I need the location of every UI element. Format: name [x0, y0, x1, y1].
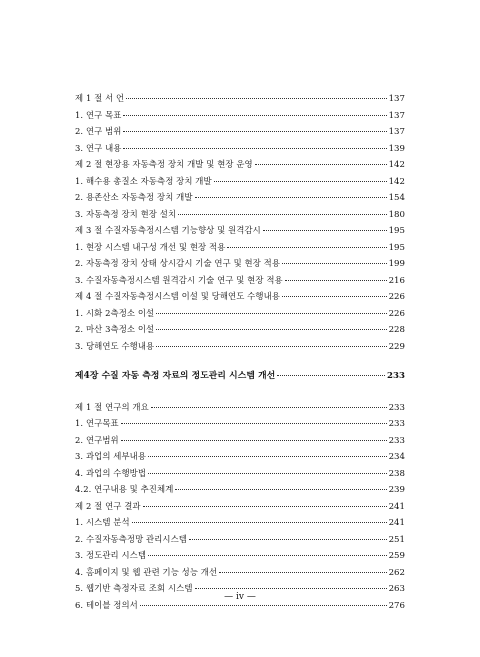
toc-row-label: 1. 연구 목표: [75, 109, 122, 120]
toc-leader-dots: [123, 131, 386, 132]
toc-leader-dots: [255, 164, 387, 165]
toc-row[interactable]: [75, 140, 405, 157]
toc-leader-dots: [156, 313, 386, 314]
toc-row-label: 제 2 절 연구 결과: [75, 500, 141, 511]
toc-leader-dots: [178, 214, 386, 215]
toc-row-page: 234: [388, 452, 405, 462]
toc-row[interactable]: [75, 547, 405, 564]
toc-row-label: 4. 홈페이지 및 웹 관련 기능 성능 개선: [75, 566, 218, 577]
toc-row-page: 137: [388, 127, 405, 137]
toc-spacer: [75, 354, 405, 368]
toc-leader-dots: [123, 148, 386, 149]
toc-leader-dots: [175, 489, 386, 490]
toc-row-page: 139: [388, 143, 405, 154]
toc-row-label: 2. 연구범위: [75, 434, 119, 445]
toc-row[interactable]: [75, 288, 405, 305]
toc-row-page: 233: [388, 402, 405, 413]
toc-leader-dots: [282, 263, 387, 264]
toc-row-page: 229: [388, 341, 405, 352]
toc-leader-dots: [121, 423, 387, 424]
toc-leader-dots: [189, 539, 387, 540]
table-of-contents: [75, 90, 405, 613]
toc-row[interactable]: [75, 498, 405, 515]
toc-row-label: 3. 과업의 세부내용: [75, 451, 147, 461]
toc-leader-dots: [121, 440, 387, 441]
toc-row[interactable]: [75, 399, 405, 416]
toc-row-page: 233: [388, 419, 405, 429]
toc-row-page: 251: [388, 534, 405, 545]
toc-leader-dots: [277, 375, 385, 376]
toc-row-page: 154: [388, 193, 405, 203]
toc-row-label: 1. 연구목표: [75, 418, 119, 428]
toc-row[interactable]: [75, 514, 405, 531]
toc-row[interactable]: [75, 305, 405, 322]
toc-row-page: 137: [388, 94, 405, 104]
toc-row[interactable]: [75, 173, 405, 190]
toc-row-page: 263: [388, 584, 405, 594]
toc-row-label: 4. 과업의 수행방법: [75, 467, 147, 478]
toc-leader-dots: [143, 506, 387, 507]
toc-row[interactable]: [75, 255, 405, 272]
toc-row-page: 233: [388, 435, 405, 446]
toc-row-page: 137: [388, 110, 405, 121]
toc-row[interactable]: [75, 321, 405, 338]
toc-row-label: 5. 웹기반 측정자료 조회 시스템: [75, 583, 193, 593]
toc-row-label: 제 3 절 수질자동측정시스템 기능향상 및 원격감시: [75, 225, 261, 235]
toc-row[interactable]: [75, 481, 405, 498]
toc-row[interactable]: [75, 338, 405, 355]
toc-row-label: 3. 자동측정 장치 현장 설치: [75, 208, 177, 219]
toc-row-label: 2. 연구 범위: [75, 126, 122, 136]
toc-row-page: 142: [388, 176, 405, 187]
toc-chapter-row[interactable]: [75, 368, 405, 385]
toc-row-page: 226: [388, 308, 405, 319]
toc-leader-dots: [282, 296, 387, 297]
toc-leader-dots: [285, 280, 387, 281]
toc-row-label: 제 1 절 서 언: [75, 93, 125, 103]
toc-row-label: 1. 현장 시스템 내구성 개선 및 현장 적용: [75, 241, 226, 252]
toc-spacer: [75, 385, 405, 399]
toc-row-page: 195: [388, 242, 405, 253]
toc-row-label: 제 4 절 수질자동측정시스템 이설 및 당해연도 수행내용: [75, 291, 280, 301]
toc-leader-dots: [263, 230, 387, 231]
toc-row-label: 6. 테이블 정의서: [75, 599, 138, 610]
toc-row-page: 239: [388, 485, 405, 495]
toc-row[interactable]: [75, 156, 405, 173]
toc-row[interactable]: [75, 564, 405, 581]
toc-row-label: 3. 정도관리 시스템: [75, 550, 147, 560]
toc-row-label: 3. 연구 내용: [75, 142, 122, 153]
toc-leader-dots: [123, 115, 386, 116]
toc-leader-dots: [148, 473, 387, 474]
toc-row[interactable]: [75, 90, 405, 107]
toc-chapter-label: 제4장 수질 자동 측정 자료의 정도관리 시스템 개선: [75, 371, 276, 381]
toc-row[interactable]: [75, 465, 405, 482]
toc-leader-dots: [126, 98, 386, 99]
toc-leader-dots: [148, 555, 387, 556]
toc-row-page: 199: [388, 259, 405, 269]
toc-row-label: 1. 시화 2측정소 이설: [75, 307, 155, 318]
toc-leader-dots: [151, 407, 387, 408]
page-number-footer: — iv —: [224, 592, 256, 602]
toc-leader-dots: [132, 522, 387, 523]
toc-row-label: 2. 자동측정 장치 상태 상시감시 기술 연구 및 현장 적용: [75, 258, 281, 268]
toc-leader-dots: [219, 572, 386, 573]
toc-row-page: 195: [388, 226, 405, 236]
toc-leader-dots: [156, 346, 386, 347]
toc-row[interactable]: [75, 448, 405, 465]
toc-row-label: 2. 마산 3측정소 이설: [75, 324, 155, 334]
toc-row[interactable]: [75, 107, 405, 124]
toc-row-page: 241: [388, 518, 405, 528]
toc-row-page: 241: [388, 501, 405, 512]
toc-row[interactable]: [75, 206, 405, 223]
toc-row-page: 228: [388, 325, 405, 335]
toc-row-page: 180: [388, 209, 405, 220]
toc-leader-dots: [214, 181, 387, 182]
toc-row-page: 259: [388, 551, 405, 561]
toc-row-label: 1. 해수용 총질소 자동측정 장치 개발: [75, 175, 212, 186]
toc-row-page: 142: [388, 160, 405, 170]
toc-row[interactable]: [75, 272, 405, 289]
toc-row[interactable]: [75, 239, 405, 256]
toc-row-label: 1. 시스템 분석: [75, 517, 130, 527]
toc-row-page: 238: [388, 468, 405, 479]
toc-row-label: 제 2 절 현장용 자동측정 장치 개발 및 현장 운영: [75, 159, 253, 169]
toc-leader-dots: [195, 197, 387, 198]
toc-leader-dots: [156, 329, 386, 330]
toc-row-label: 3. 당해연도 수행내용: [75, 340, 155, 351]
toc-row-page: 276: [388, 600, 405, 611]
toc-row[interactable]: [75, 189, 405, 206]
toc-row-label: 제 1 절 연구의 개요: [75, 401, 149, 412]
toc-leader-dots: [195, 588, 387, 589]
toc-row-label: 3. 수질자동측정시스템 원격감시 기술 연구 및 현장 적용: [75, 274, 283, 285]
toc-row-label: 4.2. 연구내용 및 추진체계: [75, 484, 174, 494]
toc-row[interactable]: [75, 415, 405, 432]
toc-row-label: 2. 용존산소 자동측정 장치 개발: [75, 192, 193, 202]
toc-leader-dots: [148, 456, 387, 457]
toc-row-page: 216: [388, 275, 405, 286]
toc-row[interactable]: [75, 432, 405, 449]
toc-chapter-page: 233: [387, 371, 405, 381]
toc-leader-dots: [227, 247, 386, 248]
toc-row-page: 262: [388, 567, 405, 578]
toc-row[interactable]: [75, 123, 405, 140]
toc-row[interactable]: [75, 531, 405, 548]
toc-row-page: 226: [388, 292, 405, 302]
toc-row-label: 2. 수질자동측정망 관리시스템: [75, 533, 187, 544]
toc-row[interactable]: [75, 222, 405, 239]
toc-leader-dots: [140, 605, 387, 606]
